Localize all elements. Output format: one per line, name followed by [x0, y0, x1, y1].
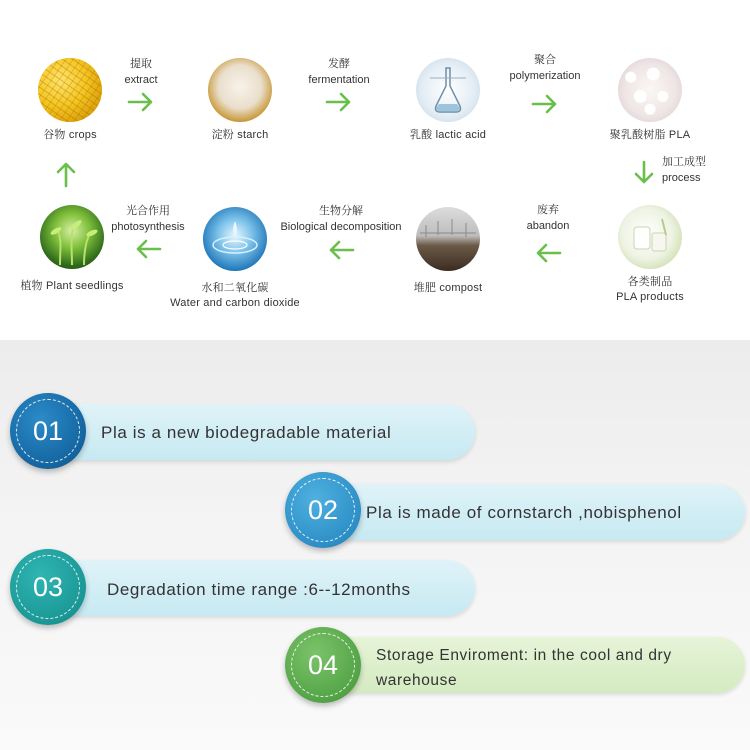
point-01-text: Pla is a new biodegradable material [101, 423, 392, 442]
point-01-badge [10, 393, 86, 469]
node-compost-label: 堆肥 compost [413, 282, 483, 294]
arrow-right-icon [530, 93, 560, 115]
node-water-co2-label-en: Water and carbon dioxide [170, 297, 300, 309]
step-polymerization-en: polymerization [509, 70, 581, 82]
step-extract [111, 56, 171, 113]
point-02-number: 02 [307, 494, 339, 525]
compost-image [416, 207, 480, 271]
point-02-text: Pla is made of cornstarch ,nobisphenol [366, 503, 682, 522]
node-plant-seedlings-label: 植物 Plant seedlings [20, 280, 124, 292]
node-starch-label: 淀粉 starch [211, 129, 269, 141]
arrow-left-icon [326, 239, 356, 261]
step-abandon-en: abandon [526, 220, 570, 232]
step-photosynthesis [103, 203, 193, 260]
arrow-right-icon [126, 91, 156, 113]
step-photosynthesis-en: photosynthesis [111, 221, 185, 233]
node-pla-label: 聚乳酸树脂 PLA [609, 129, 691, 141]
point-04-number: 04 [307, 649, 339, 680]
arrow-right-icon [324, 91, 354, 113]
node-crops [20, 58, 120, 143]
node-lactic-acid [398, 58, 498, 143]
node-pla-products-label-cn: 各类制品 [627, 276, 673, 288]
arrow-up-icon [55, 160, 77, 188]
node-pla-products-label-en: PLA products [616, 291, 684, 303]
node-crops-label: 谷物 crops [43, 129, 97, 141]
arrow-left-icon [533, 242, 563, 264]
pla-products-image [618, 205, 682, 269]
node-compost [400, 207, 496, 296]
step-photosynthesis-cn: 光合作用 [126, 205, 170, 217]
step-decomposition-cn: 生物分解 [319, 205, 363, 217]
starch-image [208, 58, 272, 122]
arrow-left-icon [133, 238, 163, 260]
point-03-badge [10, 549, 86, 625]
step-fermentation-en: fermentation [308, 74, 370, 86]
step-process-cn: 加工成型 [662, 156, 706, 168]
point-03-number: 03 [32, 571, 64, 602]
arrow-down-icon [633, 160, 655, 186]
node-starch [190, 58, 290, 143]
step-polymerization-cn: 聚合 [534, 54, 556, 66]
step-abandon [520, 202, 576, 264]
step-biological-decomposition [270, 203, 412, 261]
step-polymerization [497, 52, 593, 115]
point-01-number: 01 [32, 415, 64, 446]
water-splash-image [203, 207, 267, 271]
node-pla-products [600, 205, 700, 305]
pla-pellets-image [618, 58, 682, 122]
process-diagram [0, 0, 750, 340]
node-pla [600, 58, 700, 143]
seedlings-image [40, 205, 104, 269]
step-abandon-cn: 废弃 [537, 204, 559, 216]
step-process-en: process [662, 172, 701, 184]
point-04-badge [285, 627, 361, 703]
point-04-text: Storage Enviroment: in the cool and dry warehouse [376, 647, 672, 689]
node-water-co2-label-cn: 水和二氧化碳 [201, 282, 269, 294]
step-process [662, 154, 718, 186]
node-lactic-acid-label: 乳酸 lactic acid [409, 129, 487, 141]
step-extract-en: extract [124, 74, 158, 86]
step-fermentation [296, 56, 382, 113]
lab-flask-image [416, 58, 480, 122]
step-decomposition-en: Biological decomposition [280, 221, 402, 233]
corn-image [38, 58, 102, 122]
step-fermentation-cn: 发酵 [328, 58, 350, 70]
point-03-text: Degradation time range :6--12months [107, 580, 411, 599]
step-extract-cn: 提取 [130, 58, 152, 70]
point-02-badge [285, 472, 361, 548]
